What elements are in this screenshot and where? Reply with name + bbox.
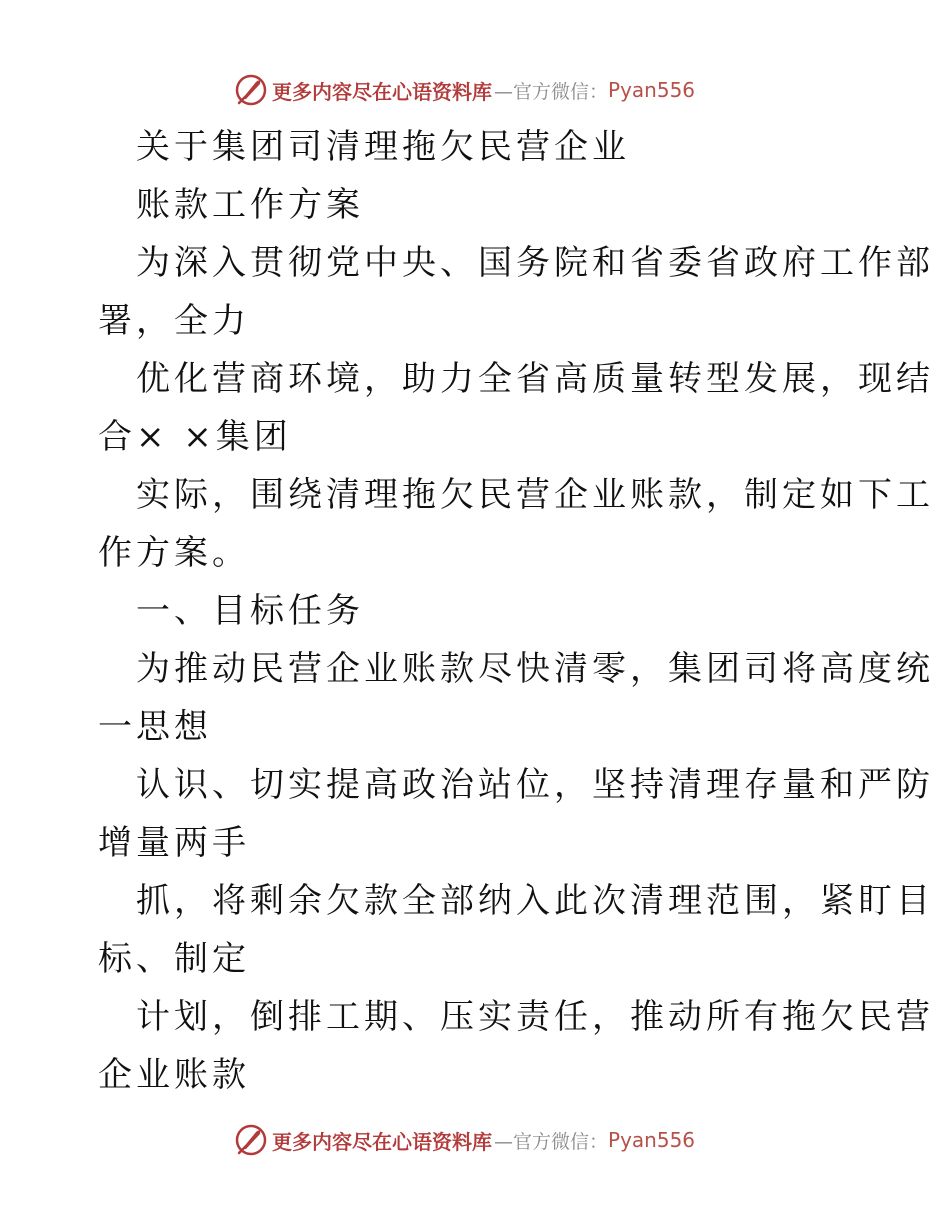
document-paragraph-line: 认识、切实提高政治站位，坚持清理存量和严防 [136,765,934,805]
document-paragraph-line: 一思想 [98,707,212,747]
document-paragraph-line: 实际，围绕清理拖欠民营企业账款，制定如下工 [136,475,934,515]
watermark-official-label: —官方微信： [494,1130,609,1153]
document-paragraph-line: 为深入贯彻党中央、国务院和省委省政府工作部 [136,243,934,283]
watermark-wechat-id: Pyan556 [608,1128,696,1152]
document-paragraph-line: 抓，将剩余欠款全部纳入此次清理范围，紧盯目 [136,881,934,921]
document-paragraph-line: 计划，倒排工期、压实责任，推动所有拖欠民营 [136,997,934,1037]
document-paragraph-line: 署，全力 [98,301,250,341]
quill-pen-icon [234,1123,268,1157]
document-paragraph-line: 增量两手 [98,823,250,863]
document-paragraph-line: 标、制定 [98,939,250,979]
document-paragraph-line: 为推动民营企业账款尽快清零，集团司将高度统 [136,649,934,689]
document-paragraph-line: 合× ×集团 [98,417,292,457]
document-paragraph-line: 企业账款 [98,1055,250,1095]
quill-pen-icon [234,73,268,107]
document-title-line-2: 账款工作方案 [136,185,364,225]
watermark-site-text: 更多内容尽在心语资料库 [272,1129,492,1154]
watermark-official-label: —官方微信： [494,80,609,103]
document-title-line-1: 关于集团司清理拖欠民营企业 [136,127,630,167]
document-paragraph-line: 优化营商环境，助力全省高质量转型发展，现结 [136,359,934,399]
watermark-wechat-id: Pyan556 [608,78,696,102]
header-watermark [234,72,695,108]
document-paragraph-line: 作方案。 [98,533,250,573]
watermark-site-text: 更多内容尽在心语资料库 [272,79,492,104]
section-heading: 一、目标任务 [136,591,364,631]
footer-watermark [234,1122,695,1158]
